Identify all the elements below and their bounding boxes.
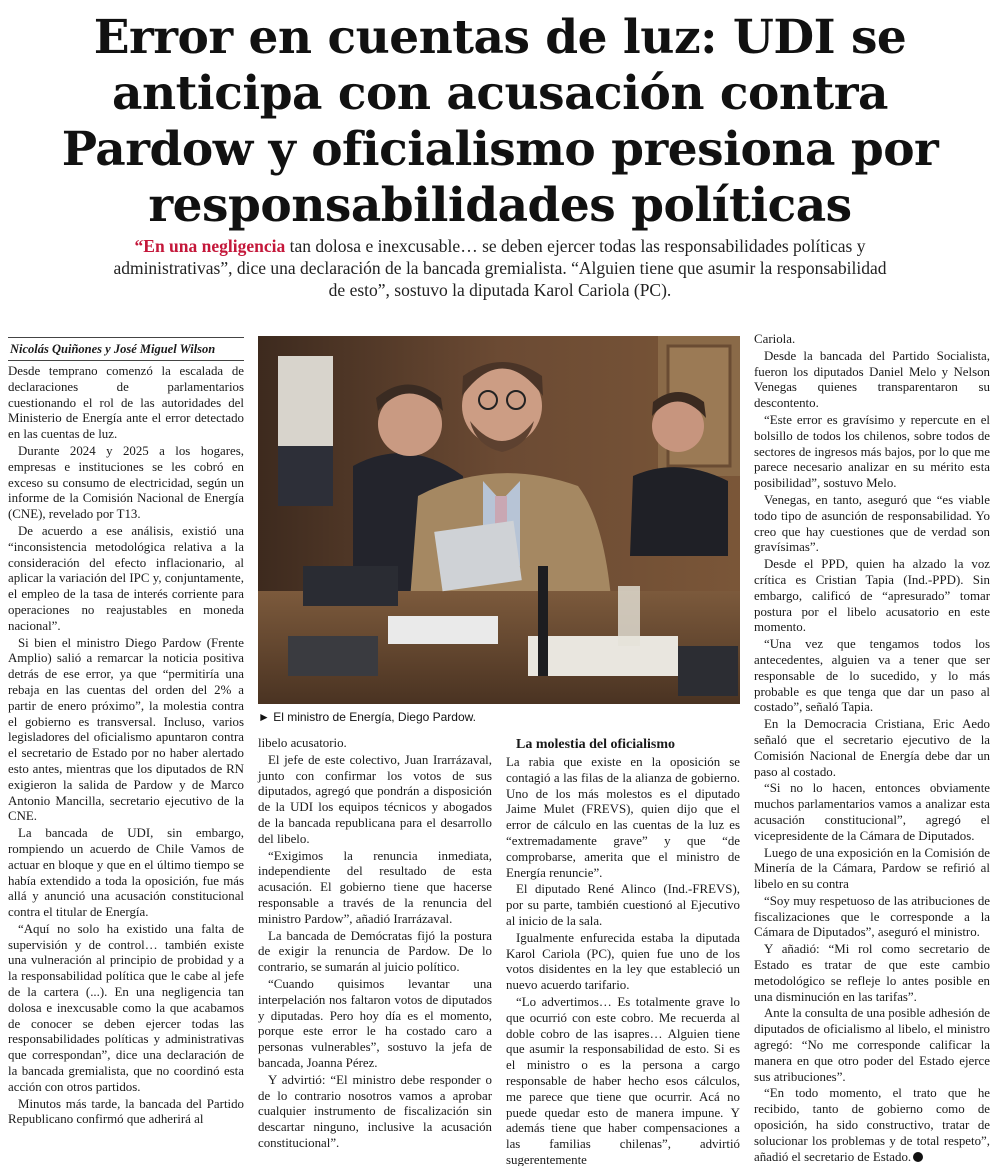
deck-lead: “En una negligencia (134, 236, 286, 256)
paragraph: Minutos más tarde, la bancada del Partido Republicano confirmó que adherirá al (8, 1096, 244, 1127)
end-of-article-mark (913, 1152, 923, 1162)
paragraph: Venegas, en tanto, aseguró que “es viable todo tipo de asunción de responsabilidad. Yo creo que hay cuestiones que de verdad son gravísimas”. (754, 492, 990, 555)
paragraph: De acuerdo a ese análisis, existió una “inconsistencia metodológica relativa a la consideración del efecto inflacionario, al aplicar la variación del IPC y, conjuntamente, el empleo de la tasa de interés corriente para operaciones no reajustables en moneda nacional”. (8, 523, 244, 633)
section-subhead: La molestia del oficialismo (516, 737, 676, 752)
paragraph: La bancada de UDI, sin embargo, rompiendo un acuerdo de Chile Vamos de actuar en bloque y que en el último tiempo se había extendido a toda la oposición, fue más allá y anunció una acusación constitucional contra el titular de Energía. (8, 826, 244, 920)
paragraph: “Este error es gravísimo y repercute en el bolsillo de todos los chilenos, sobre todos de sectores de ingresos más bajos, por lo que me parece necesario analizar en su mérito esta posibilidad”, sostuvo Melo. (754, 412, 990, 491)
column-2 (258, 736, 492, 1153)
column-4 (754, 332, 990, 1166)
paragraph: “Aquí no solo ha existido una falta de supervisión y de control… también existe una vulneración al principio de probidad y a la responsabilidad política que le cabe al jefe de la cartera (...). En una negligencia tan dolosa e inexcusable como la que acabamos de conocer se deben ejercer todas las responsabilidades políticas y administrativas que correspondan”, dice una declaración de la bancada gremialista, que no coordinó esta acción con otros partidos. (8, 921, 244, 1094)
paragraph: “Cuando quisimos levantar una interpelación nos faltaron votos de diputados y diputadas. Pero hoy día es el momento, porque este error le ha costado caro a personas vulnerables”, sostuvo la jefa de bancada, Joanna Pérez. (258, 976, 492, 1070)
paragraph: Y advirtió: “El ministro debe responder o de lo contrario nosotros vamos a aprobar cualquier instrumento de fiscalización sin descartar ninguno, inclusive la acusación constitucional”. (258, 1072, 492, 1150)
paragraph: El jefe de este colectivo, Juan Irarrázaval, junto con confirmar los votos de sus diputados, agregó que pondrán a disposición de la UDI los equipos técnicos y abogados de la bancada republicana para el desarrollo del libelo. (258, 752, 492, 846)
column-3 (506, 736, 740, 1166)
paragraph: “Una vez que tengamos todos los antecedentes, alguien va a tener que ser responsable de lo sucedido, y lo más probable es que tenga que dar un paso al costado”, señaló Tapia. (754, 637, 990, 715)
paragraph: “Si no lo hacen, entonces obviamente muchos parlamentarios vamos a analizar esta acusación constitucional”, agregó el vicepresidente de la Cámara de Diputados. (754, 781, 990, 843)
paragraph: “Lo advertimos… Es totalmente grave lo que ocurrió con este cobro. Me recuerda al doble cobro de las isapres… Alguien tiene que asumir la responsabilidad de esto. Si es el ministro o es la persona a cargo responsable de haber hecho esos cálculos, me parece que tiene que ocurrir. Acá no puede quedar esto de manera impune. Y además tiene que haber compensaciones a las familias chilenas”, advirtió sugerentemente (506, 994, 740, 1166)
minister-photo (258, 336, 740, 704)
byline: Nicolás Quiñones y José Miguel Wilson (8, 337, 244, 361)
paragraph: La bancada de Demócratas fijó la postura de exigir la renuncia de Pardow. De lo contrario, se sumarán al juicio político. (258, 928, 492, 975)
paragraph: En la Democracia Cristiana, Eric Aedo señaló que el secretario ejecutivo de la Comisión Nacional de Energía debe dar un paso al costado. (754, 717, 990, 779)
paragraph: Desde el PPD, quien ha alzado la voz crítica es Cristian Tapia (Ind.-PPD). Sin embargo, calificó de “apresurado” tomar postura por el libelo acusatorio en este momento. (754, 557, 990, 635)
paragraph-last (754, 1086, 990, 1165)
paragraph: El diputado René Alinco (Ind.-FREVS), por su parte, también cuestionó al Ejecutivo al inicio de la sala. (506, 882, 740, 928)
deck-summary (110, 235, 890, 301)
paragraph: “Exigimos la renuncia inmediata, independiente del resultado de esta acusación. El gobierno tiene que hacerse responsable a través de la renuncia del ministro Pardow”, añadió Irarrázaval. (258, 848, 492, 926)
paragraph: Si bien el ministro Diego Pardow (Frente Amplio) salió a remarcar la noticia positiva detrás de ese error, ya que “permitiría una rebaja en las cuentas del orden del 2% a partir de enero próximo”, la molestia contra el gobierno es transversal. Incluso, varios legisladores del oficialismo apuntaron contra el secretario de Estado por no haber alertado esto antes, mientras que los diputados de RN exigieron la salida de Pardow y de Marco Antonio Mancilla, secretario ejecutivo de la CNE. (8, 635, 244, 824)
headline: Error en cuentas de luz: UDI se anticipa con acusación contra Pardow y oficialismo presiona por responsabilidades políticas (61, 10, 939, 233)
deck-text: tan dolosa e inexcusable… se deben ejercer todas las responsabilidades políticas y administrativas”, dice una declaración de la bancada gremialista. “Alguien tiene que asumir la responsabilidad de esto”, sostuvo la diputada Karol Cariola (PC). (113, 236, 887, 300)
paragraph: Ante la consulta de una posible adhesión de diputados de oficialismo al libelo, el ministro agregó: “No me corresponde calificar la manera en que otro poder del Estado ejerce sus atribuciones”. (754, 1006, 990, 1084)
paragraph: La rabia que existe en la oposición se contagió a las filas de la alianza de gobierno. Uno de los más molestos es el diputado Jaime Mulet (FREVS), quien dijo que el error de cálculo en las cuentas de la luz es “extremadamente grave” y que “de comprobarse, amerita que el ministro de Energía renuncie”. (506, 755, 740, 880)
last-paragraph-text: “En todo momento, el trato que he recibido, tanto de gobierno como de oposición, ha sido constructivo, tratar de solucionar los problemas y de total respeto”, añadió el secretario de Estado. (754, 1086, 990, 1164)
paragraph: Cariola. (754, 332, 796, 346)
photo-illustration (258, 336, 740, 704)
column-1 (8, 364, 244, 1129)
paragraph: “Soy muy respetuoso de las atribuciones de fiscalizaciones que le corresponde a la Cámara de Diputados”, aseguró el ministro. (754, 893, 990, 940)
paragraph: Luego de una exposición en la Comisión de Minería de la Cámara, Pardow se refirió al libelo en su contra (754, 845, 990, 892)
paragraph: Igualmente enfurecida estaba la diputada Karol Cariola (PC), quien fue uno de los votos disidentes en la ley que estableció un nuevo acuerdo tarifario. (506, 930, 740, 993)
paragraph: Desde temprano comenzó la escalada de declaraciones de parlamentarios cuestionando el rol de las autoridades del Ministerio de Energía ante el error detectado en las cuentas de luz. (8, 364, 244, 442)
paragraph: Durante 2024 y 2025 a los hogares, empresas e instituciones se les cobró en exceso su consumo de electricidad, según un informe de la Comisión Nacional de Energía (CNE), revelado por T13. (8, 443, 244, 522)
paragraph: Y añadió: “Mi rol como secretario de Estado es tratar de que este cambio metodológico se refleje lo antes posible en una disminución en las tarifas”. (754, 942, 990, 1004)
paragraph: Desde la bancada del Partido Socialista, fueron los diputados Daniel Melo y Nelson Venegas quienes transparentaron su descontento. (754, 348, 990, 411)
paragraph: libelo acusatorio. (258, 736, 347, 750)
photo-caption: ► El ministro de Energía, Diego Pardow. (258, 710, 476, 724)
